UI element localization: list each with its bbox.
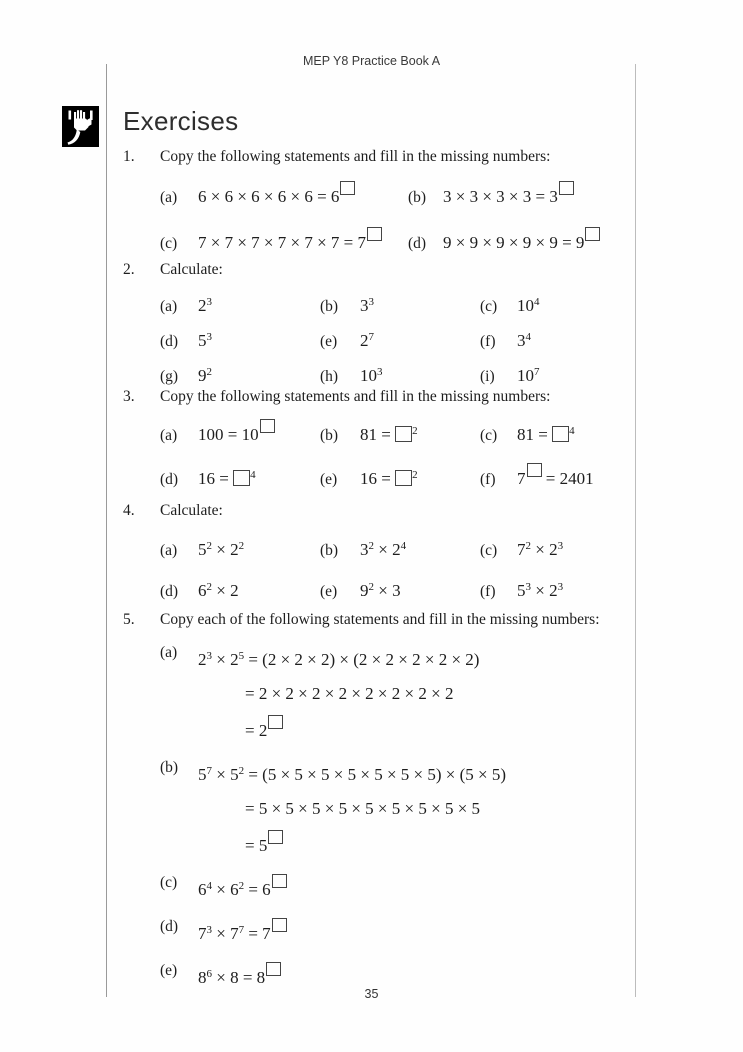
math-expression	[360, 289, 480, 319]
answer-box-exponent	[272, 874, 287, 888]
math-text: = (5 × 5 × 5 × 5 × 5 × 5 × 5) × (5 × 5)	[244, 765, 507, 784]
exponent: 2	[368, 581, 374, 593]
part-label: (f)	[480, 471, 496, 488]
answer-box-exponent	[268, 830, 283, 844]
math-expression	[198, 873, 698, 903]
math-text: 9	[360, 581, 369, 600]
part-label: (c)	[480, 427, 498, 444]
exponent: 2	[238, 765, 245, 777]
math-text: = 7	[244, 924, 271, 943]
answer-box-exponent	[260, 419, 275, 433]
exponent: 2	[412, 469, 418, 481]
math-expression	[198, 462, 320, 492]
part-label: (i)	[480, 368, 495, 385]
answer-box-exponent	[367, 227, 382, 241]
page-rule-left	[106, 64, 107, 997]
math-text: 3	[360, 540, 369, 559]
exponent: 3	[368, 296, 374, 308]
answer-box	[395, 470, 412, 486]
exponent: 2	[238, 540, 245, 552]
math-expression	[517, 574, 698, 604]
math-expression	[198, 758, 698, 788]
answer-box-exponent	[268, 715, 283, 729]
math-expression	[360, 359, 480, 389]
answer-box-exponent	[559, 181, 574, 195]
part-label: (a)	[160, 644, 178, 661]
math-text: 100 = 10	[198, 425, 259, 444]
math-text: 7	[198, 924, 207, 943]
question-1	[123, 147, 698, 256]
exponent: 3	[557, 581, 564, 593]
exponent: 2	[368, 540, 374, 552]
math-text: × 5	[212, 765, 239, 784]
question-heading	[123, 260, 698, 280]
part-label: (e)	[320, 333, 338, 350]
exponent: 2	[206, 581, 212, 593]
question-number: 3.	[123, 388, 135, 405]
exponent: 4	[206, 880, 212, 892]
question-heading	[123, 387, 698, 407]
math-text: 7	[517, 469, 526, 488]
exercise-hand-icon	[62, 106, 99, 147]
math-expression	[443, 227, 698, 256]
math-expression	[245, 796, 698, 822]
math-text: = 2 × 2 × 2 × 2 × 2 × 2 × 2 × 2	[245, 684, 454, 703]
math-expression	[198, 359, 320, 389]
exercise-part	[160, 758, 698, 859]
worked-lines	[198, 917, 698, 947]
question-parts	[160, 418, 698, 492]
math-expression	[360, 462, 480, 492]
question-prompt: Copy the following statements and fill in the missing numbers:	[160, 148, 551, 165]
question-2	[123, 260, 698, 389]
math-text: × 2	[212, 650, 239, 669]
part-label: (d)	[160, 583, 179, 600]
part-label: (e)	[320, 583, 338, 600]
question-heading	[123, 610, 698, 630]
math-expression	[198, 533, 320, 563]
part-label: (e)	[320, 471, 338, 488]
math-text: 3	[360, 296, 369, 315]
part-label: (c)	[160, 235, 178, 252]
exponent: 4	[569, 425, 575, 437]
exponent: 4	[250, 469, 256, 481]
page-number: 35	[364, 987, 379, 1001]
math-expression	[517, 533, 698, 563]
math-text: × 2	[531, 540, 558, 559]
math-text: 5	[198, 540, 207, 559]
exponent: 3	[525, 581, 531, 593]
exponent: 7	[206, 765, 212, 777]
math-text: 5	[198, 331, 207, 350]
part-label: (b)	[320, 542, 339, 559]
math-expression	[360, 418, 480, 448]
question-parts	[160, 181, 698, 256]
math-text: 7 × 7 × 7 × 7 × 7 × 7 = 7	[198, 233, 367, 252]
math-text: 16 =	[198, 469, 234, 488]
math-text: = 5	[245, 836, 268, 855]
math-expression	[245, 715, 698, 744]
question-number: 5.	[123, 611, 135, 628]
question-parts	[160, 533, 698, 604]
math-text: 8	[198, 968, 207, 987]
exercise-part	[160, 643, 698, 744]
math-text: 5	[198, 765, 207, 784]
exponent: 2	[238, 880, 245, 892]
part-label: (h)	[320, 368, 339, 385]
math-text: 10	[517, 296, 534, 315]
part-label: (b)	[160, 759, 179, 776]
exponent: 3	[557, 540, 564, 552]
math-text: 6	[198, 581, 207, 600]
answer-box	[233, 470, 250, 486]
math-text: = 2401	[541, 469, 594, 488]
math-text: 7	[517, 540, 526, 559]
question-number: 2.	[123, 261, 135, 278]
math-expression	[517, 418, 698, 448]
part-label: (a)	[160, 189, 178, 206]
question-prompt: Copy each of the following statements and fill in the missing numbers:	[160, 611, 600, 628]
answer-box	[552, 426, 569, 442]
math-expression	[198, 324, 320, 354]
part-label: (b)	[408, 189, 427, 206]
math-expression	[198, 643, 698, 673]
question-number: 4.	[123, 502, 135, 519]
math-expression	[517, 463, 698, 492]
math-text: × 7	[212, 924, 239, 943]
exponent: 4	[534, 296, 540, 308]
exponent: 3	[206, 331, 212, 343]
math-text: × 2	[374, 540, 401, 559]
math-text: × 8 = 8	[212, 968, 266, 987]
question-heading	[123, 501, 698, 521]
math-text: = 5 × 5 × 5 × 5 × 5 × 5 × 5 × 5 × 5	[245, 799, 481, 818]
math-text: 9	[198, 366, 207, 385]
answer-box-exponent	[340, 181, 355, 195]
exponent: 7	[534, 366, 540, 378]
question-parts	[160, 643, 698, 991]
math-text: 81 =	[517, 425, 553, 444]
exponent: 7	[238, 924, 245, 936]
math-expression	[245, 830, 698, 859]
math-text: 10	[360, 366, 377, 385]
part-label: (d)	[408, 235, 427, 252]
math-expression	[360, 533, 480, 563]
math-text: × 3	[374, 581, 401, 600]
answer-box-exponent	[266, 962, 281, 976]
exponent: 2	[525, 540, 531, 552]
answer-box-exponent	[585, 227, 600, 241]
part-label: (f)	[480, 583, 496, 600]
question-4	[123, 501, 698, 604]
exponent: 2	[412, 425, 418, 437]
question-parts	[160, 289, 698, 389]
question-heading	[123, 147, 698, 167]
exponent: 5	[238, 650, 245, 662]
question-5	[123, 610, 698, 1005]
math-expression	[245, 681, 698, 707]
part-label: (a)	[160, 427, 178, 444]
exponent: 3	[206, 924, 212, 936]
math-text: = (2 × 2 × 2) × (2 × 2 × 2 × 2 × 2)	[244, 650, 480, 669]
book-header: MEP Y8 Practice Book A	[302, 54, 441, 68]
worked-lines	[198, 873, 698, 903]
question-number: 1.	[123, 148, 135, 165]
worked-lines	[198, 758, 698, 859]
part-label: (g)	[160, 368, 179, 385]
part-label: (d)	[160, 333, 179, 350]
math-text: 3	[517, 331, 526, 350]
math-text: 5	[517, 581, 526, 600]
page-title: Exercises	[123, 106, 239, 136]
math-expression	[360, 574, 480, 604]
math-text: 16 =	[360, 469, 396, 488]
math-expression	[198, 181, 408, 210]
worked-lines	[198, 643, 698, 744]
math-text: 3 × 3 × 3 × 3 = 3	[443, 187, 558, 206]
math-text: 81 =	[360, 425, 396, 444]
math-text: = 2	[245, 721, 268, 740]
part-label: (b)	[320, 298, 339, 315]
exponent: 7	[368, 331, 374, 343]
math-expression	[443, 181, 698, 210]
math-expression	[198, 289, 320, 319]
part-label: (a)	[160, 542, 178, 559]
math-text: × 2	[212, 540, 239, 559]
question-3	[123, 387, 698, 492]
math-text: 6 × 6 × 6 × 6 × 6 = 6	[198, 187, 340, 206]
exercise-part	[160, 917, 698, 947]
question-prompt: Copy the following statements and fill in the missing numbers:	[160, 388, 551, 405]
exercise-part	[160, 873, 698, 903]
math-text: 2	[198, 650, 207, 669]
math-text: 6	[198, 880, 207, 899]
math-text: 2	[360, 331, 369, 350]
math-expression	[517, 324, 698, 354]
math-expression	[198, 917, 698, 947]
part-label: (c)	[480, 298, 498, 315]
question-prompt: Calculate:	[160, 502, 223, 519]
math-text: 10	[517, 366, 534, 385]
math-text: = 6	[244, 880, 271, 899]
math-text: 9 × 9 × 9 × 9 × 9 = 9	[443, 233, 585, 252]
math-expression	[198, 419, 320, 448]
part-label: (b)	[320, 427, 339, 444]
question-prompt: Calculate:	[160, 261, 223, 278]
math-expression	[517, 359, 698, 389]
answer-box-exponent	[272, 918, 287, 932]
part-label: (d)	[160, 471, 179, 488]
math-text: 2	[198, 296, 207, 315]
part-label: (d)	[160, 918, 179, 935]
part-label: (c)	[480, 542, 498, 559]
exponent: 4	[525, 331, 531, 343]
exponent: 2	[206, 366, 212, 378]
math-expression	[198, 227, 408, 256]
exponent: 3	[206, 650, 212, 662]
math-text: × 2	[531, 581, 558, 600]
part-label: (f)	[480, 333, 496, 350]
exponent: 3	[206, 296, 212, 308]
math-expression	[360, 324, 480, 354]
math-expression	[198, 574, 320, 604]
answer-box	[395, 426, 412, 442]
math-text: × 2	[212, 581, 239, 600]
exponent: 2	[206, 540, 212, 552]
part-label: (e)	[160, 962, 178, 979]
part-label: (c)	[160, 874, 178, 891]
part-label: (a)	[160, 298, 178, 315]
answer-box-exponent	[527, 463, 542, 477]
math-text: × 6	[212, 880, 239, 899]
exponent: 3	[377, 366, 383, 378]
math-expression	[517, 289, 698, 319]
exponent: 6	[206, 968, 212, 980]
exponent: 4	[400, 540, 407, 552]
